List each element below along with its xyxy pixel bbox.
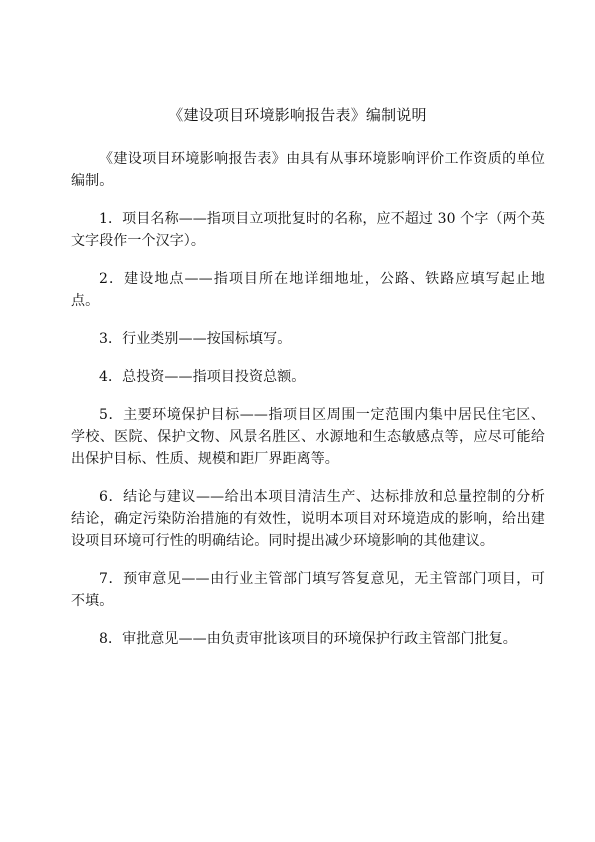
item-conclusions: 6．结论与建议——给出本项目清洁生产、达标排放和总量控制的分析结论，确定污染防治措施的有效性，说明本项目对环境造成的影响，给出建设项目环境可行性的明确结论。同时提出减少环境影响的其他建议。 [71, 489, 545, 549]
item-total-investment: 4．总投资——指项目投资总额。 [99, 369, 306, 385]
item-project-name: 1．项目名称——指项目立项批复时的名称，应不超过 30 个字（两个英文字段作一个汉字）。 [71, 211, 545, 249]
item-preliminary-review: 7．预审意见——由行业主管部门填写答复意见，无主管部门项目，可不填。 [71, 571, 545, 609]
item-industry-category: 3．行业类别——按国标填写。 [99, 331, 292, 347]
item-protection-targets: 5．主要环境保护目标——指项目区周围一定范围内集中居民住宅区、学校、医院、保护文物、风景名胜区、水源地和生态敏感点等，应尽可能给出保护目标、性质、规模和距厂界距离等。 [71, 407, 545, 467]
document-body [71, 148, 545, 666]
intro-paragraph: 《建设项目环境影响报告表》由具有从事环境影响评价工作资质的单位编制。 [71, 151, 545, 189]
document-title: 《建设项目环境影响报告表》编制说明 [168, 106, 427, 124]
item-approval-opinion: 8．审批意见——由负责审批该项目的环境保护行政主管部门批复。 [99, 631, 517, 647]
item-construction-site: 2．建设地点——指项目所在地详细地址，公路、铁路应填写起止地点。 [71, 271, 545, 309]
